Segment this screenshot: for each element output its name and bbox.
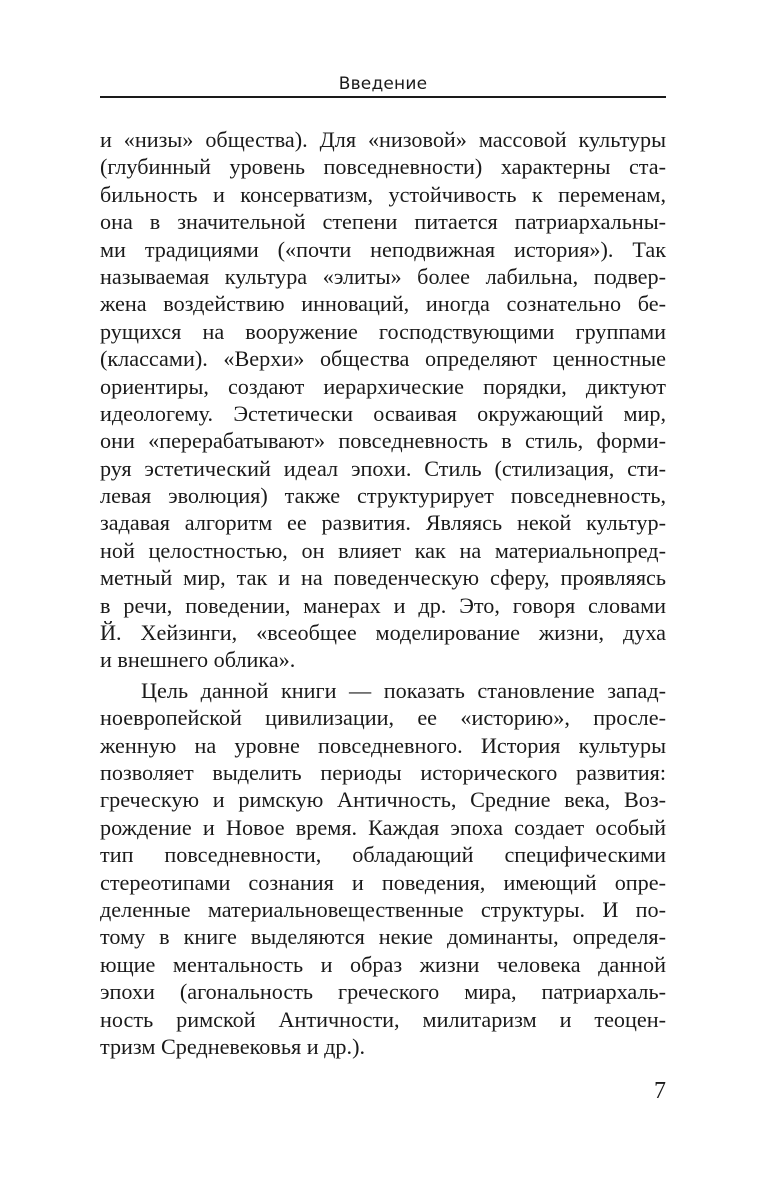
text-line: и внешнего облика». <box>100 647 296 673</box>
text-line: ориентиры, создают иерархические порядки, диктуют <box>100 373 666 399</box>
text-line: идеологему. Эстетически осваивая окружающий мир, <box>100 400 666 426</box>
text-line: руя эстетический идеал эпохи. Стиль (стилизация, сти- <box>100 455 666 481</box>
text-line: ноевропейской цивилизации, ее «историю», просле- <box>100 705 666 731</box>
text-line: метный мир, так и на поведенческую сферу, проявляясь <box>100 565 666 591</box>
text-line: ность римской Античности, милитаризм и теоцен- <box>100 1006 666 1032</box>
header-rule <box>100 96 666 98</box>
text-line: тризм Средневековья и др.). <box>100 1033 366 1059</box>
text-line: жена воздействию инноваций, иногда сознательно бе- <box>100 291 666 317</box>
page-number: 7 <box>654 1078 666 1104</box>
paragraph-1 <box>100 126 666 674</box>
text-line: и «низы» общества). Для «низовой» массовой культуры <box>100 127 666 152</box>
text-line: эпохи (агональность греческого мира, патриархаль- <box>100 979 666 1005</box>
text-line: стереотипами сознания и поведения, имеющий опре- <box>100 869 666 895</box>
text-line: рущихся на вооружение господствующими группами <box>100 318 666 344</box>
text-line: она в значительной степени питается патриархальны- <box>100 209 666 235</box>
text-line: деленные материальновещественные структуры. И по- <box>100 896 666 922</box>
text-line: тому в книге выделяются некие доминанты, определя- <box>100 924 666 950</box>
text-line: (глубинный уровень повседневности) характерны ста- <box>100 154 666 180</box>
running-head-title: Введение <box>338 74 428 94</box>
text-line: (классами). «Верхи» общества определяют ценностные <box>100 346 666 372</box>
text-line: рождение и Новое время. Каждая эпоха создает особый <box>100 814 666 840</box>
text-line: ющие ментальность и образ жизни человека данной <box>100 951 666 977</box>
text-line: позволяет выделить периоды исторического развития: <box>100 759 666 785</box>
text-line: греческую и римскую Античность, Средние века, Воз- <box>100 787 666 813</box>
text-line: в речи, поведении, манерах и др. Это, говоря словами <box>100 592 666 618</box>
text-line: они «перерабатывают» повседневность в стиль, форми- <box>100 428 666 454</box>
text-line: ми традициями («почти неподвижная история»). Так <box>100 236 666 262</box>
text-line: Й. Хейзинги, «всеобщее моделирование жизни, духа <box>100 620 666 646</box>
text-line: задавая алгоритм ее развития. Являясь некой культур- <box>100 510 666 536</box>
text-line: ной целостностью, он влияет как на материальнопред- <box>100 537 666 563</box>
text-line: Цель данной книги — показать становление запад- <box>141 677 666 703</box>
text-line: бильность и консерватизм, устойчивость к переменам, <box>100 181 666 207</box>
text-line: левая эволюция) также структурирует повседневность, <box>100 483 666 509</box>
paragraph-2 <box>100 677 666 1060</box>
text-line: женную на уровне повседневного. История культуры <box>100 732 666 758</box>
text-line: называемая культура «элиты» более лабильна, подвер- <box>100 263 666 289</box>
text-line: тип повседневности, обладающий специфическими <box>100 842 666 868</box>
body-text <box>100 126 666 1060</box>
